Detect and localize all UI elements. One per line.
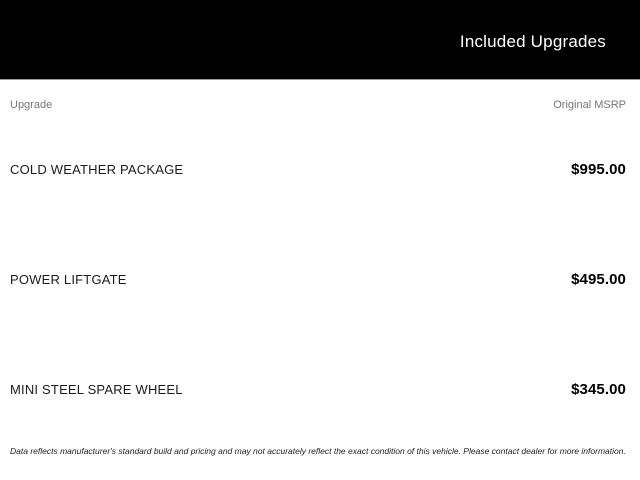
table-row (10, 271, 626, 289)
upgrade-name: COLD WEATHER PACKAGE (10, 162, 184, 177)
upgrade-price: $495.00 (571, 271, 626, 288)
upgrade-name: POWER LIFTGATE (10, 272, 127, 287)
panel-header (0, 0, 640, 80)
upgrade-price: $995.00 (571, 161, 626, 178)
column-header-row (10, 99, 626, 112)
panel-title: Included Upgrades (459, 32, 606, 51)
upgrade-price: $345.00 (571, 381, 626, 398)
table-row (10, 381, 626, 399)
upgrade-name: MINI STEEL SPARE WHEEL (10, 382, 183, 397)
table-row (10, 161, 626, 179)
column-header-upgrade: Upgrade (10, 99, 53, 111)
disclaimer-text: Data reflects manufacturer's standard build and pricing and may not accurately reflect the exact condition of this vehicle. Please contact dealer for more information. (10, 446, 626, 456)
column-header-msrp: Original MSRP (553, 99, 626, 111)
